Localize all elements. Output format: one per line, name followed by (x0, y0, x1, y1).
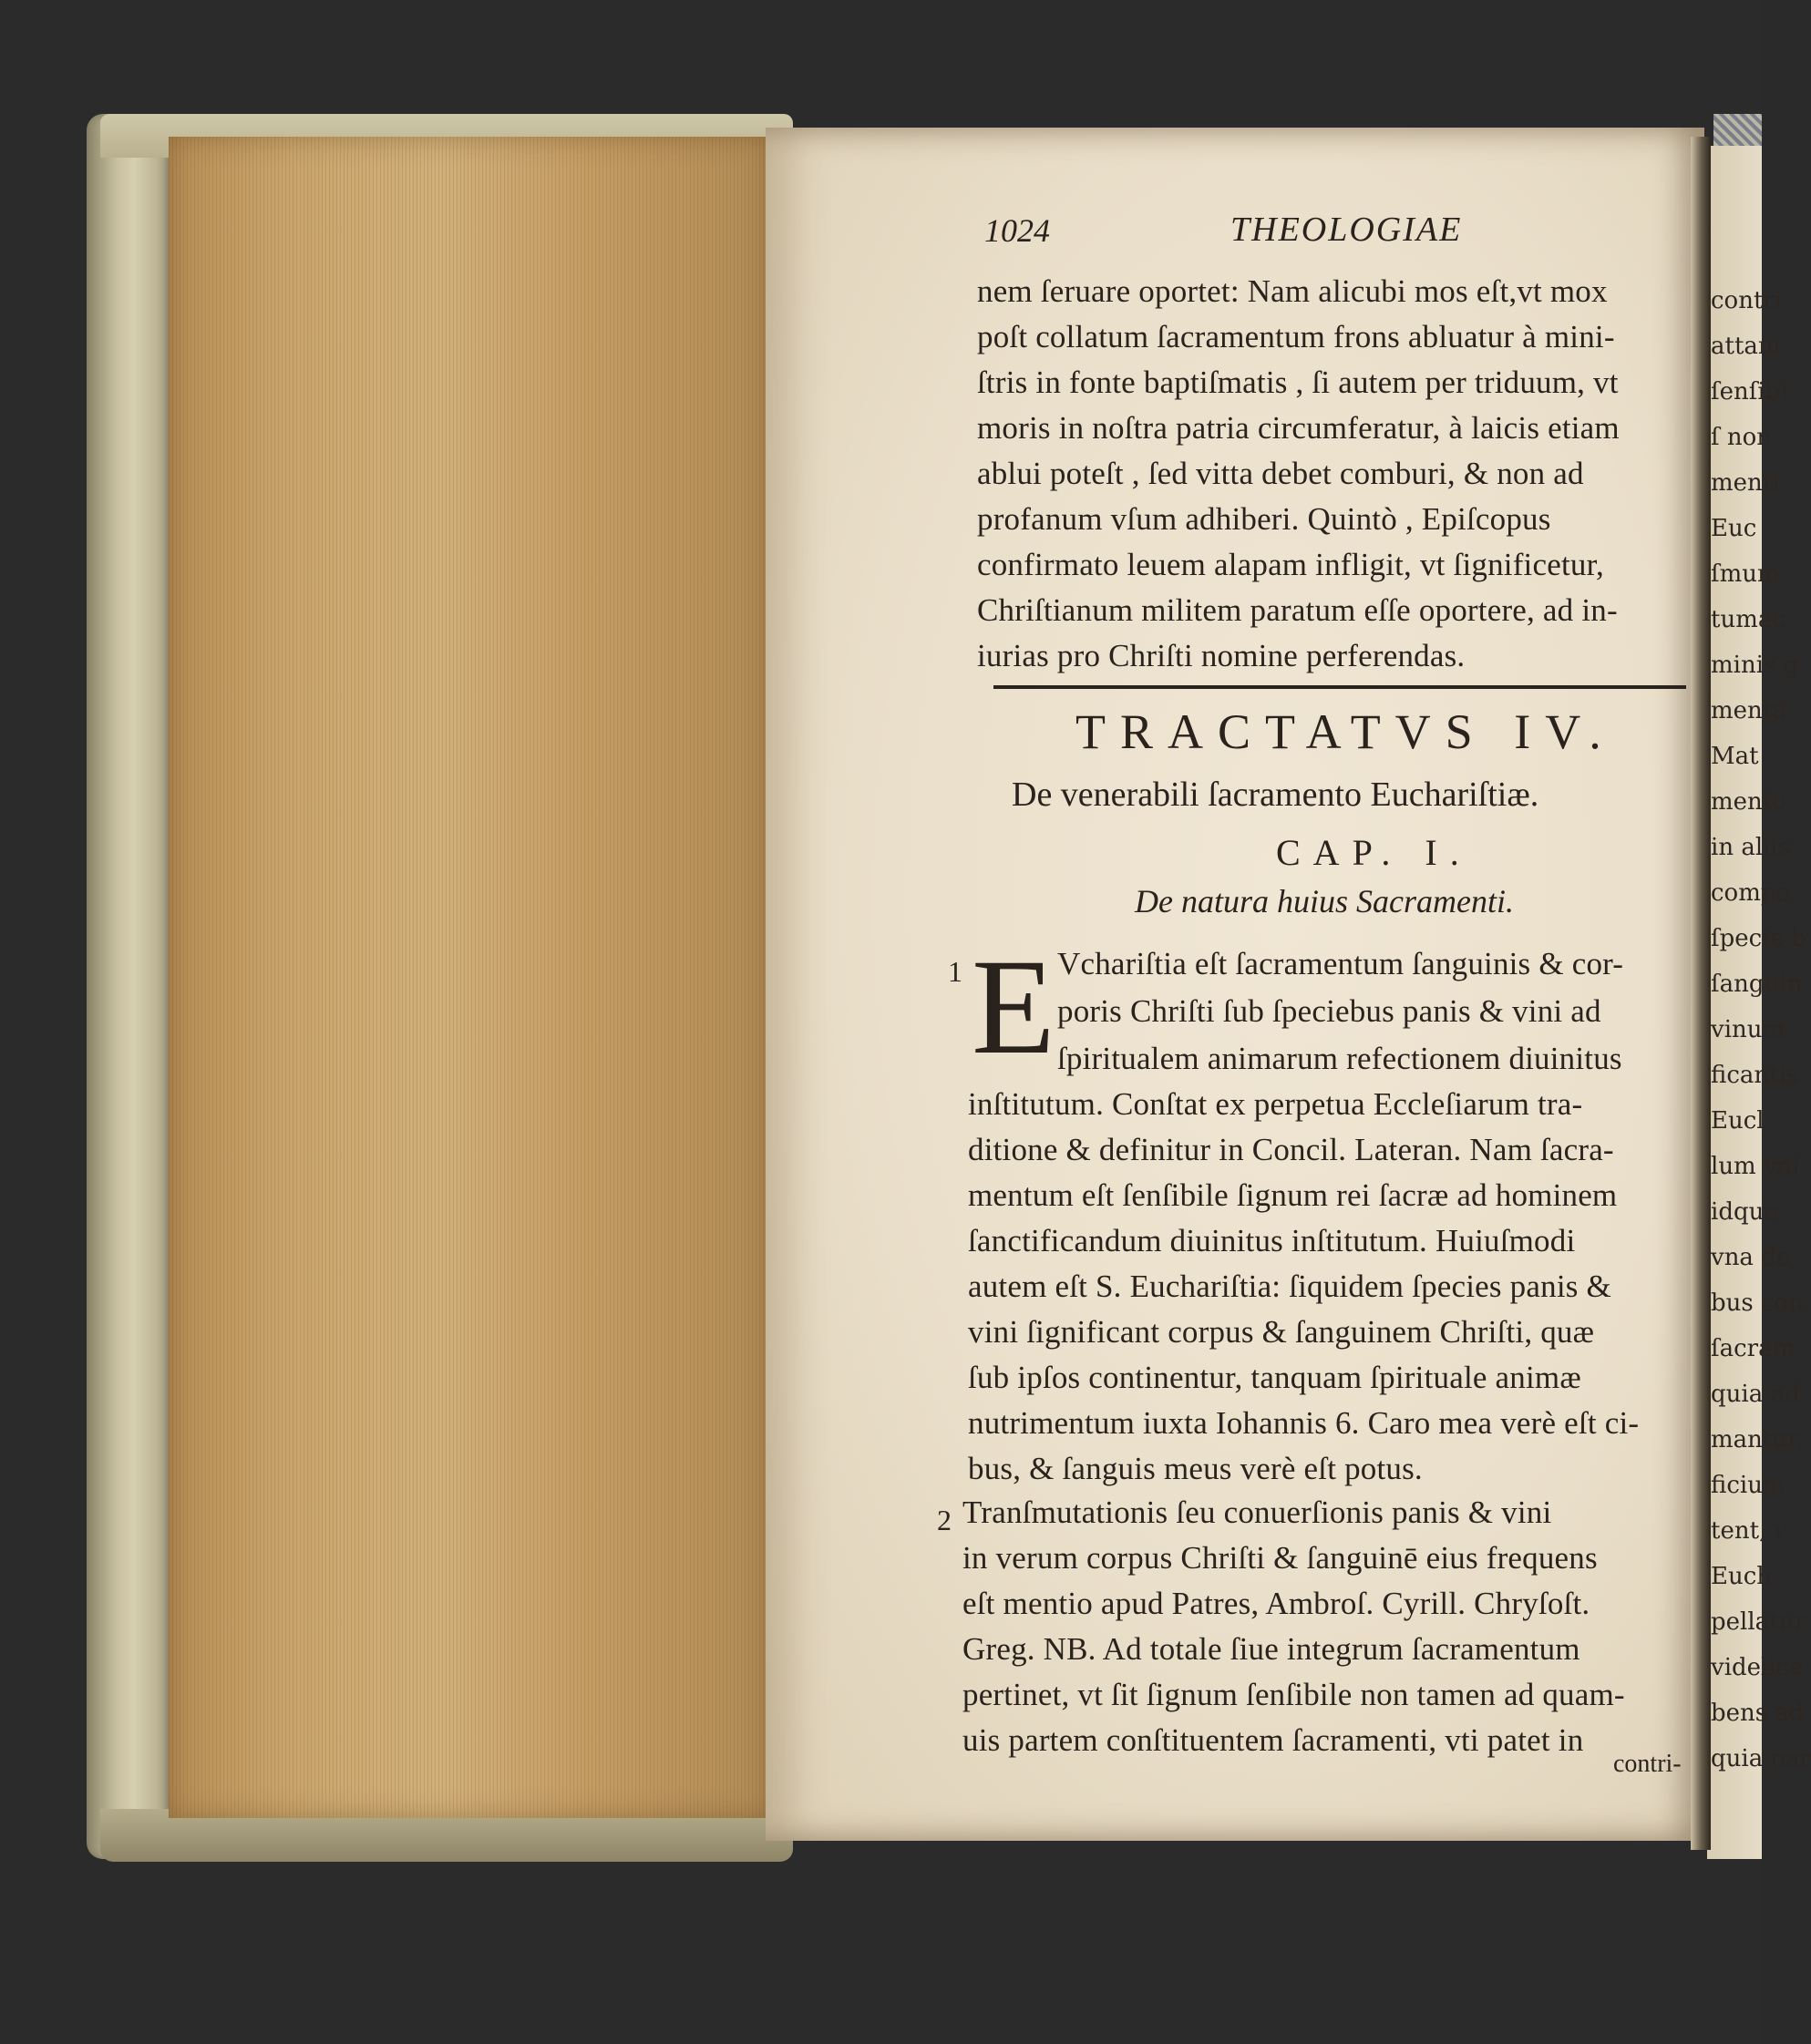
right-page-line: ſmum (1711, 560, 1780, 588)
text-line: ditione & definitur in Concil. Lateran. Nam ſacra- (968, 1132, 1614, 1167)
right-page-headband (1713, 114, 1762, 150)
right-page-line: compo (1711, 879, 1791, 907)
section-rule (993, 685, 1686, 689)
text-line: ablui poteſt , ſed vitta debet comburi, & non ad (977, 456, 1584, 491)
text-line: iurias pro Chriſti nomine perferendas. (977, 638, 1466, 673)
right-page-line: ſenſibi (1711, 378, 1788, 406)
text-line: moris in noſtra patria circumferatur, à laicis etiam (977, 410, 1620, 446)
drop-capital: E (972, 931, 1055, 1083)
right-page-line: videlice (1711, 1654, 1804, 1681)
chapter-heading: CAP. I. (1276, 832, 1472, 873)
tractatus-subtitle: De venerabili ſacramento Euchariſtiæ. (1012, 775, 1539, 814)
right-page-line: Euc (1711, 515, 1757, 542)
right-page-line: Mat (1711, 743, 1759, 770)
text-line: confirmato leuem alapam infligit, vt ſignificetur, (977, 547, 1604, 582)
right-page (1707, 146, 1811, 1859)
text-line: Greg. NB. Ad totale ſiue integrum ſacramentum (962, 1631, 1580, 1667)
text-line: Tranſmutationis ſeu conuerſionis panis & vini (962, 1494, 1552, 1530)
right-page-line: quia ad (1711, 1381, 1800, 1408)
right-page-line: vna do (1711, 1244, 1791, 1271)
right-page-line: Eucl (1711, 1107, 1765, 1135)
text-line: mentum eſt ſenſibile ſignum rei ſacræ ad hominem (968, 1177, 1618, 1213)
right-page-line: menti (1711, 469, 1780, 497)
right-page-line: ficium (1711, 1472, 1785, 1499)
right-page-line: quia par (1711, 1745, 1811, 1772)
right-page-line: vinum (1711, 1016, 1785, 1043)
page-block-fore-edge (169, 137, 770, 1818)
right-page-line: attam (1711, 333, 1781, 360)
right-page-line: ſacram (1711, 1335, 1796, 1362)
catchword: contri- (1613, 1750, 1682, 1778)
marginal-number-1: 1 (948, 955, 962, 988)
right-page-line: mento (1711, 788, 1786, 816)
text-line: poſt collatum ſacramentum frons abluatur à mini- (977, 319, 1615, 354)
text-line: autem eſt S. Euchariſtia: ſiquidem ſpecies panis & (968, 1269, 1611, 1304)
right-page-line: bens ad (1711, 1700, 1805, 1727)
text-line: poris Chriſti ſub ſpeciebus panis & vini ad (1057, 993, 1601, 1029)
text-line: Chriſtianum militem paratum eſſe oportere, ad in- (977, 592, 1618, 628)
text-line: nutrimentum iuxta Iohannis 6. Caro mea verè eſt ci- (968, 1405, 1640, 1441)
right-page-line: tumac (1711, 606, 1785, 633)
text-line: Vchariſtia eſt ſacramentum ſanguinis & cor- (1057, 946, 1624, 981)
text-line: vini ſignificant corpus & ſanguinem Chriſti, quæ (968, 1314, 1595, 1350)
right-page-line: idque (1711, 1198, 1778, 1226)
marginal-number-2: 2 (937, 1504, 952, 1536)
right-page-line: mantur, (1711, 1426, 1804, 1453)
book-cover-spine (87, 114, 173, 1859)
text-line: ſpiritualem animarum refectionem diuinitus (1057, 1041, 1622, 1076)
right-page-line: ſanguin (1711, 971, 1803, 998)
right-page-line: bus con (1711, 1289, 1804, 1317)
text-line: in verum corpus Chriſti & ſanguinē eius frequens (962, 1540, 1598, 1576)
chapter-title: De natura huius Sacramenti. (1135, 883, 1514, 919)
page-number: 1024 (984, 212, 1050, 249)
right-page-line: Euch (1711, 1563, 1773, 1590)
text-line: inſtitutum. Conſtat ex perpetua Eccleſiarum tra- (968, 1086, 1583, 1122)
right-page-line: tent, v (1711, 1517, 1788, 1545)
right-page-line: contri (1711, 287, 1783, 314)
right-page-line: lum vni (1711, 1153, 1800, 1180)
page-gutter (1691, 137, 1711, 1850)
right-page-line: ficantis (1711, 1062, 1799, 1089)
text-line: eſt mentio apud Patres, Ambroſ. Cyrill. Chryſoſt. (962, 1586, 1590, 1621)
right-page-line: ſpecie b (1711, 925, 1806, 952)
text-line: ſanctificandum diuinitus inſtitutum. Huiuſmodi (968, 1223, 1576, 1258)
text-line: pertinet, vt ſit ſignum ſenſibile non tamen ad quam- (962, 1677, 1625, 1712)
text-line: uis partem conſtituentem ſacramenti, vti patet in (962, 1722, 1584, 1758)
right-page-line: ſ non (1711, 424, 1773, 451)
right-page-line: in aliis (1711, 834, 1791, 861)
tractatus-heading: TRACTATVS IV. (1075, 704, 1616, 759)
text-line: bus, & ſanguis meus verè eſt potus. (968, 1451, 1423, 1486)
text-line: profanum vſum adhiberi. Quintò , Epiſcopus (977, 501, 1551, 537)
right-page-line: pellatur (1711, 1608, 1806, 1636)
text-line: ſub ipſos continentur, tanquam ſpirituale animæ (968, 1360, 1581, 1395)
right-page-line: menta (1711, 697, 1786, 724)
running-head: THEOLOGIAE (1230, 211, 1463, 249)
text-line: ſtris in fonte baptiſmatis , ſi autem per triduum, vt (977, 365, 1619, 400)
right-page-line: minis g (1711, 652, 1799, 679)
text-line: nem ſeruare oportet: Nam alicubi mos eſt,vt mox (977, 273, 1608, 309)
